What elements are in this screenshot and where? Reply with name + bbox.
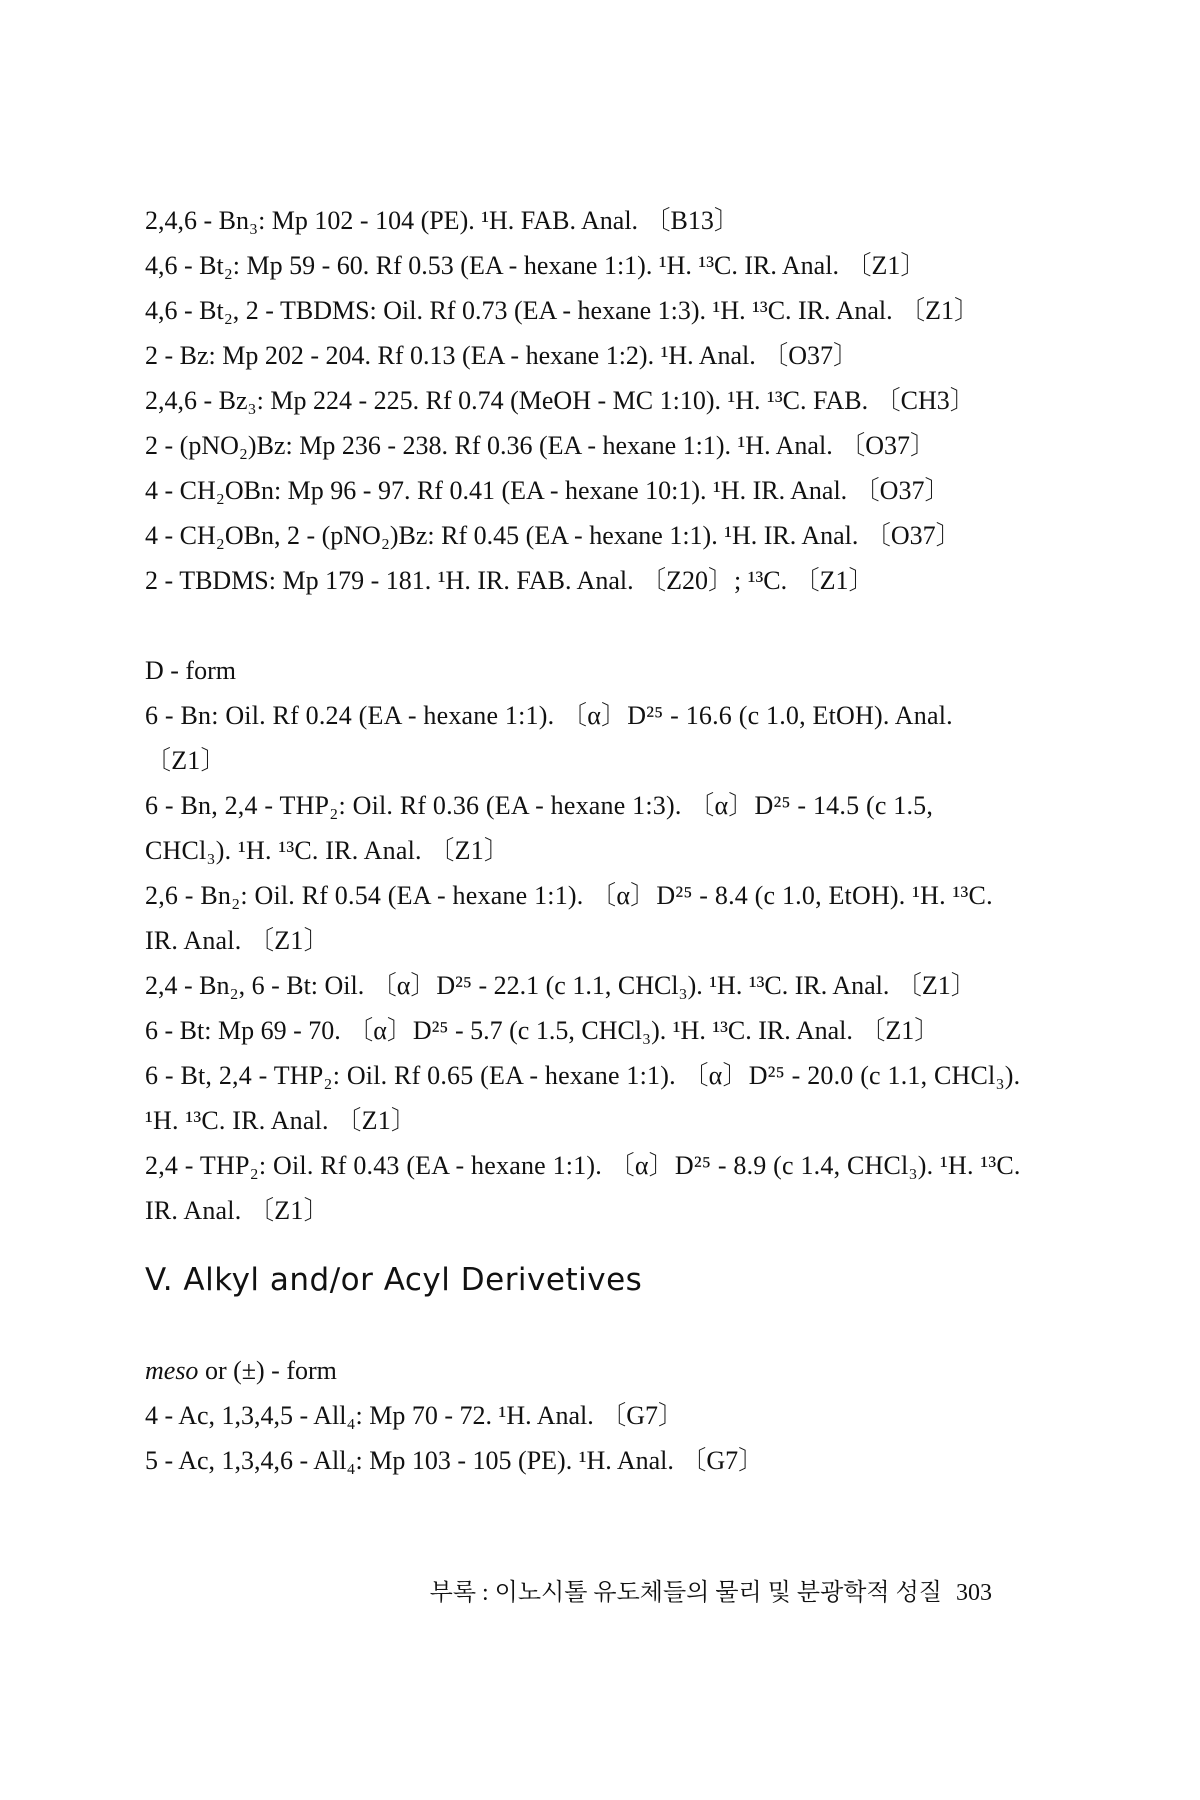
entry-line: 2,4,6 - Bn₃: Mp 102 - 104 (PE). ¹H. FAB. Anal. 〔B13〕 (145, 206, 740, 235)
meso-heading-rest: or (±) - form (198, 1356, 337, 1385)
entry-line: 6 - Bn, 2,4 - THP₂: Oil. Rf 0.36 (EA - hexane 1:3). 〔α〕D²⁵ - 14.5 (c 1.5, CHCl₃). ¹H. ¹³C. IR. Anal. 〔Z1〕 (145, 791, 934, 865)
spacer (145, 603, 1025, 648)
entry-line: 4 - Ac, 1,3,4,5 - All₄: Mp 70 - 72. ¹H. Anal. 〔G7〕 (145, 1401, 685, 1430)
entry-line: 2,4,6 - Bz₃: Mp 224 - 225. Rf 0.74 (MeOH - MC 1:10). ¹H. ¹³C. FAB. 〔CH3〕 (145, 386, 976, 415)
entry-line: 2,6 - Bn₂: Oil. Rf 0.54 (EA - hexane 1:1). 〔α〕D²⁵ - 8.4 (c 1.0, EtOH). ¹H. ¹³C. IR. Anal. 〔Z1〕 (145, 881, 993, 955)
entry-line: 4,6 - Bt₂: Mp 59 - 60. Rf 0.53 (EA - hexane 1:1). ¹H. ¹³C. IR. Anal. 〔Z1〕 (145, 251, 927, 280)
section-title: V. Alkyl and/or Acyl Derivetives (145, 1262, 643, 1298)
entry-line: 2,4 - THP₂: Oil. Rf 0.43 (EA - hexane 1:1). 〔α〕D²⁵ - 8.9 (c 1.4, CHCl₃). ¹H. ¹³C. IR. Anal. 〔Z1〕 (145, 1151, 1021, 1225)
entry-line: 6 - Bt: Mp 69 - 70. 〔α〕D²⁵ - 5.7 (c 1.5, CHCl₃). ¹H. ¹³C. IR. Anal. 〔Z1〕 (145, 1016, 941, 1045)
entries-block-a (145, 198, 1025, 1233)
page-number: 303 (956, 1580, 992, 1606)
footer-text: 부록 : 이노시톨 유도체들의 물리 및 분광학적 성질 (429, 1580, 942, 1606)
entry-line: 4 - CH₂OBn, 2 - (pNO₂)Bz: Rf 0.45 (EA - hexane 1:1). ¹H. IR. Anal. 〔O37〕 (145, 521, 962, 550)
meso-italic: meso (145, 1356, 199, 1385)
entries-block-c (145, 1348, 1025, 1483)
entry-line: 2,4 - Bn₂, 6 - Bt: Oil. 〔α〕D²⁵ - 22.1 (c 1.1, CHCl₃). ¹H. ¹³C. IR. Anal. 〔Z1〕 (145, 971, 977, 1000)
entry-line: 6 - Bt, 2,4 - THP₂: Oil. Rf 0.65 (EA - hexane 1:1). 〔α〕D²⁵ - 20.0 (c 1.1, CHCl₃). ¹H. ¹³C. IR. Anal. 〔Z1〕 (145, 1061, 1021, 1135)
d-form-heading: D - form (145, 656, 236, 685)
entry-line: 6 - Bn: Oil. Rf 0.24 (EA - hexane 1:1). 〔α〕D²⁵ - 16.6 (c 1.0, EtOH). Anal. 〔Z1〕 (145, 701, 953, 775)
meso-form-heading (145, 1348, 1025, 1393)
entry-line: 2 - Bz: Mp 202 - 204. Rf 0.13 (EA - hexane 1:2). ¹H. Anal. 〔O37〕 (145, 341, 860, 370)
entry-line: 4 - CH₂OBn: Mp 96 - 97. Rf 0.41 (EA - hexane 10:1). ¹H. IR. Anal. 〔O37〕 (145, 476, 951, 505)
entry-line: 2 - TBDMS: Mp 179 - 181. ¹H. IR. FAB. Anal. 〔Z20〕; ¹³C. 〔Z1〕 (145, 566, 875, 595)
entry-line: 5 - Ac, 1,3,4,6 - All₄: Mp 103 - 105 (PE). ¹H. Anal. 〔G7〕 (145, 1446, 765, 1475)
entry-line: 2 - (pNO₂)Bz: Mp 236 - 238. Rf 0.36 (EA - hexane 1:1). ¹H. Anal. 〔O37〕 (145, 431, 936, 460)
entry-line: 4,6 - Bt₂, 2 - TBDMS: Oil. Rf 0.73 (EA - hexane 1:3). ¹H. ¹³C. IR. Anal. 〔Z1〕 (145, 296, 981, 325)
page-footer (430, 1572, 992, 1607)
